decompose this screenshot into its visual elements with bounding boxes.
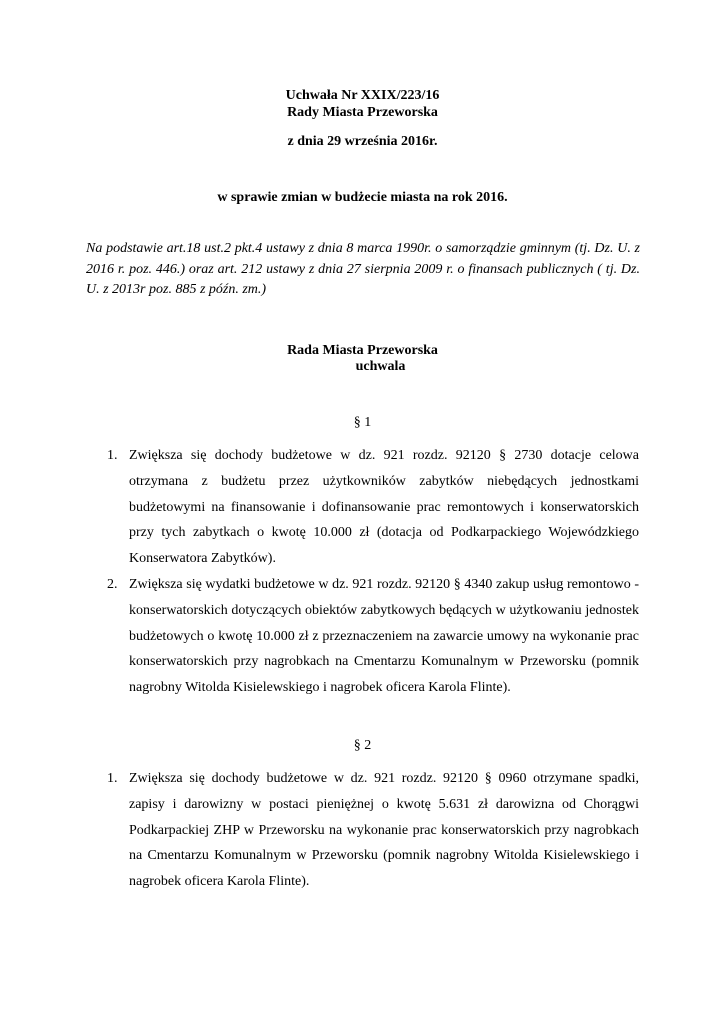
item-text: Zwiększa się dochody budżetowe w dz. 921 rozdz. 92120 § 0960 otrzymane spadki, zapisy i darowizny w postaci pieniężnej o kwotę 5.631 zł darowizna od Chorągwi Podkarpackiej ZHP w Przeworsku na wykonanie prac konserwatorskich przy nagrobkach na Cmentarzu Komunalnym w Przeworsku (pomnik nagrobny Witolda Kisielewskiego i nagrobek oficera Karola Flinte). bbox=[129, 771, 639, 890]
resolves-verb: uchwala bbox=[355, 359, 406, 374]
item-number: 1. bbox=[107, 448, 118, 463]
section-2-list bbox=[0, 766, 639, 895]
resolution-date: z dnia 29 września 2016r. bbox=[287, 134, 438, 149]
council-name: Rady Miasta Przeworska bbox=[287, 105, 438, 120]
list-item bbox=[0, 572, 639, 701]
resolution-subject: w sprawie zmian w budżecie miasta na rok 2016. bbox=[217, 190, 508, 205]
item-number: 2. bbox=[107, 576, 118, 592]
legal-basis: Na podstawie art.18 ust.2 pkt.4 ustawy z dnia 8 marca 1990r. o samorządzie gminnym (tj. Dz. U. z 2016 r. poz. 446.) oraz art. 212 ustawy z dnia 27 sierpnia 2009 r. o finansach publicznych ( tj. Dz. U. z 2013r poz. 885 z późn. zm.) bbox=[86, 241, 640, 297]
section-mark-2: § 2 bbox=[353, 738, 372, 753]
item-text: Zwiększa się wydatki budżetowe w dz. 921 rozdz. 92120 § 4340 zakup usług remontowo - konserwatorskich dotyczących obiektów zabytkowych będących w użytkowaniu jednostek budżetowych o kwotę 10.000 zł z przeznaczeniem na zawarcie umowy na wykonanie prac konserwatorskich przy nagrobkach na Cmentarzu Komunalnym w Przeworsku (pomnik nagrobny Witolda Kisielewskiego i nagrobek oficera Karola Flinte). bbox=[129, 576, 639, 696]
item-text: Zwiększa się dochody budżetowe w dz. 921 rozdz. 92120 § 2730 dotacje celowa otrzymana z budżetu przez użytkowników zabytków niebędących jednostkami budżetowymi na finansowanie i dofinansowanie prac remontowych i konserwatorskich przy tych zabytkach o kwotę 10.000 zł (dotacja od Podkarpackiego Wojewódzkiego Konserwatora Zabytków). bbox=[129, 448, 639, 567]
resolution-number: Uchwała Nr XXIX/223/16 bbox=[285, 88, 440, 103]
section-1-list bbox=[0, 443, 639, 701]
list-item bbox=[0, 443, 639, 572]
item-number: 1. bbox=[107, 771, 118, 786]
section-mark-1: § 1 bbox=[353, 415, 372, 430]
resolves-council: Rada Miasta Przeworska bbox=[287, 343, 438, 358]
list-item bbox=[0, 766, 639, 895]
